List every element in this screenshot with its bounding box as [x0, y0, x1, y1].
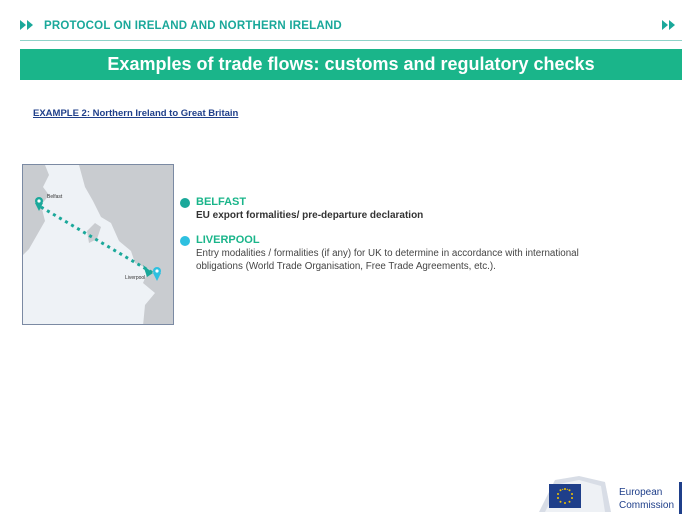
isle-of-man [87, 223, 101, 243]
protocol-title: PROTOCOL ON IRELAND AND NORTHERN IRELAND [44, 20, 342, 32]
trade-flow-info [178, 196, 678, 273]
logo-text [619, 486, 674, 512]
title-banner [20, 49, 682, 80]
chevron-right-icon [662, 20, 675, 30]
page-title: Examples of trade flows: customs and regulatory checks [107, 54, 595, 74]
eu-flag-icon [549, 484, 581, 508]
entry-description-line2: obligations (World Trade Organisation, Free Trade Agreements, etc.). [196, 261, 496, 272]
route-map [22, 164, 174, 325]
chevron-right-icon [20, 20, 33, 30]
entry-description: EU export formalities/ pre-departure declaration [196, 210, 424, 221]
city-name: LIVERPOOL [196, 234, 260, 246]
header-divider [20, 40, 682, 41]
map-label-belfast: Belfast [47, 194, 63, 200]
city-name: BELFAST [196, 196, 247, 208]
entry-belfast [178, 196, 678, 222]
logo-bar [679, 482, 682, 514]
map-svg [23, 165, 174, 325]
ireland-landmass [23, 165, 49, 255]
top-bar [0, 0, 700, 38]
logo-line2: Commission [619, 500, 675, 511]
entry-description-line1: Entry modalities / formalities (if any) for UK to determine in accordance with international [196, 248, 579, 259]
entry-liverpool [178, 234, 678, 273]
map-label-liverpool: Liverpool [125, 275, 146, 281]
great-britain-landmass [79, 165, 174, 325]
belfast-bullet-icon [180, 198, 190, 208]
logo-line1: European [619, 487, 663, 498]
liverpool-bullet-icon [180, 236, 190, 246]
european-commission-logo [535, 472, 685, 518]
example-link[interactable]: EXAMPLE 2: Northern Ireland to Great Britain [33, 108, 239, 119]
